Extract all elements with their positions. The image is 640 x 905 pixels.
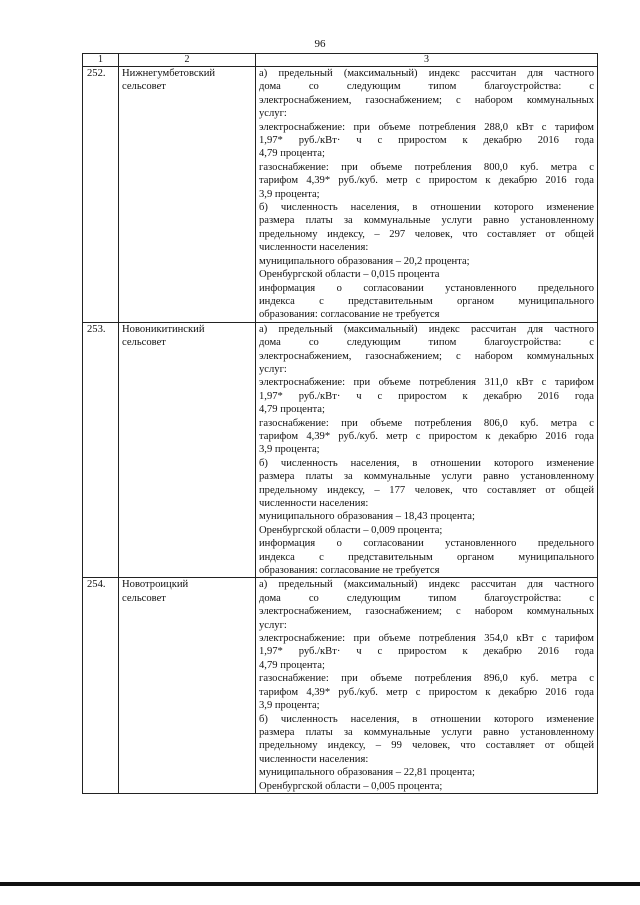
description-line: электроснабжение: при объеме потребления 354,0 кВт с тарифом (259, 633, 594, 645)
row-number: 254. (83, 578, 119, 794)
table-row (83, 67, 598, 323)
description-line: индекса с представительным органом муниципального (259, 551, 594, 563)
description-line: информация о согласовании установленного предельного (259, 538, 594, 550)
description-line: б) численность населения, в отношении которого изменение (259, 457, 594, 469)
description-line: предельному индексу, – 297 человек, что составляет от общей (259, 228, 594, 240)
description-line: 3,9 процента; (259, 444, 320, 456)
index-description (256, 578, 598, 794)
description-line: б) численность населения, в отношении которого изменение (259, 713, 594, 725)
description-line: предельному индексу, – 99 человек, что составляет от общей (259, 740, 594, 752)
row-number: 253. (83, 322, 119, 578)
tariff-table (82, 53, 598, 794)
municipality-name-line: Новотроицкий (122, 579, 189, 591)
description-line: тарифом 4,39* руб./куб. метр с приростом к декабрю 2016 года (259, 175, 594, 187)
column-header-municipality: 2 (119, 54, 256, 67)
description-line: 4,79 процента; (259, 659, 325, 671)
municipality-name (119, 578, 256, 794)
description-line: дома со следующим типом благоустройства: с (259, 592, 594, 604)
description-line: муниципального образования – 22,81 процента; (259, 767, 475, 779)
index-description (256, 322, 598, 578)
description-line: тарифом 4,39* руб./куб. метр с приростом к декабрю 2016 года (259, 430, 594, 442)
description-line: а) предельный (максимальный) индекс рассчитан для частного (259, 579, 594, 591)
description-line: электроснабжением, газоснабжением; с набором коммунальных (259, 94, 594, 106)
description-line: услуг: (259, 363, 287, 375)
description-line: муниципального образования – 18,43 процента; (259, 511, 475, 523)
description-line: численности населения: (259, 498, 369, 509)
description-line: размера платы за коммунальные услуги равно установленному (259, 215, 594, 227)
description-line: услуг: (259, 619, 287, 631)
description-line: услуг: (259, 108, 287, 120)
page-number: 96 (314, 38, 326, 50)
description-line: 3,9 процента; (259, 188, 320, 200)
description-line: газоснабжение: при объеме потребления 800,0 куб. метра с (259, 161, 594, 173)
description-line: предельному индексу, – 177 человек, что составляет от общей (259, 484, 594, 496)
bottom-rule (0, 882, 640, 886)
municipality-name-line: Новоникитинский (122, 323, 205, 335)
description-line: электроснабжением, газоснабжением; с набором коммунальных (259, 350, 594, 362)
table-header-row (83, 54, 598, 67)
description-line: 1,97* руб./кВт· ч с приростом к декабрю 2016 года (259, 390, 594, 402)
description-line: численности населения: (259, 753, 369, 765)
municipality-name-line: сельсовет (122, 592, 166, 604)
table-row (83, 578, 598, 794)
description-line: Оренбургской области – 0,005 процента; (259, 780, 443, 792)
description-line: электроснабжение: при объеме потребления 311,0 кВт с тарифом (259, 377, 594, 389)
description-line: 4,79 процента; (259, 148, 325, 160)
description-line: образования: согласование не требуется (259, 565, 440, 577)
description-line: образования: согласование не требуется (259, 309, 440, 321)
description-line: тарифом 4,39* руб./куб. метр с приростом к декабрю 2016 года (259, 686, 594, 698)
description-line: численности населения: (259, 242, 369, 254)
municipality-name-line: сельсовет (122, 81, 166, 93)
description-line: Оренбургской области – 0,009 процента; (259, 524, 443, 536)
column-header-description: 3 (256, 54, 598, 67)
description-line: муниципального образования – 20,2 процента; (259, 255, 470, 267)
description-line: индекса с представительным органом муниципального (259, 295, 594, 307)
description-line: 4,79 процента; (259, 404, 325, 416)
description-line: электроснабжение: при объеме потребления 288,0 кВт с тарифом (259, 121, 594, 133)
description-line: а) предельный (максимальный) индекс рассчитан для частного (259, 68, 594, 79)
description-line: электроснабжением, газоснабжением; с набором коммунальных (259, 606, 594, 618)
municipality-name-line: Нижнегумбетовский (122, 68, 216, 79)
description-line: 3,9 процента; (259, 700, 320, 712)
municipality-name (119, 67, 256, 323)
description-line: 1,97* руб./кВт· ч с приростом к декабрю 2016 года (259, 646, 594, 658)
description-line: газоснабжение: при объеме потребления 896,0 куб. метра с (259, 673, 594, 685)
description-line: размера платы за коммунальные услуги равно установленному (259, 726, 594, 738)
description-line: а) предельный (максимальный) индекс рассчитан для частного (259, 323, 594, 335)
description-line: б) численность населения, в отношении которого изменение (259, 202, 594, 214)
description-line: дома со следующим типом благоустройства: с (259, 81, 594, 93)
index-description (256, 67, 598, 323)
municipality-name (119, 322, 256, 578)
description-line: информация о согласовании установленного предельного (259, 282, 594, 294)
description-line: Оренбургской области – 0,015 процента (259, 269, 440, 281)
row-number: 252. (83, 67, 119, 323)
description-line: газоснабжение: при объеме потребления 806,0 куб. метра с (259, 417, 594, 429)
table-row (83, 322, 598, 578)
description-line: дома со следующим типом благоустройства: с (259, 337, 594, 349)
column-header-number: 1 (83, 54, 119, 67)
municipality-name-line: сельсовет (122, 337, 166, 349)
description-line: 1,97* руб./кВт· ч с приростом к декабрю 2016 года (259, 135, 594, 147)
description-line: размера платы за коммунальные услуги равно установленному (259, 471, 594, 483)
